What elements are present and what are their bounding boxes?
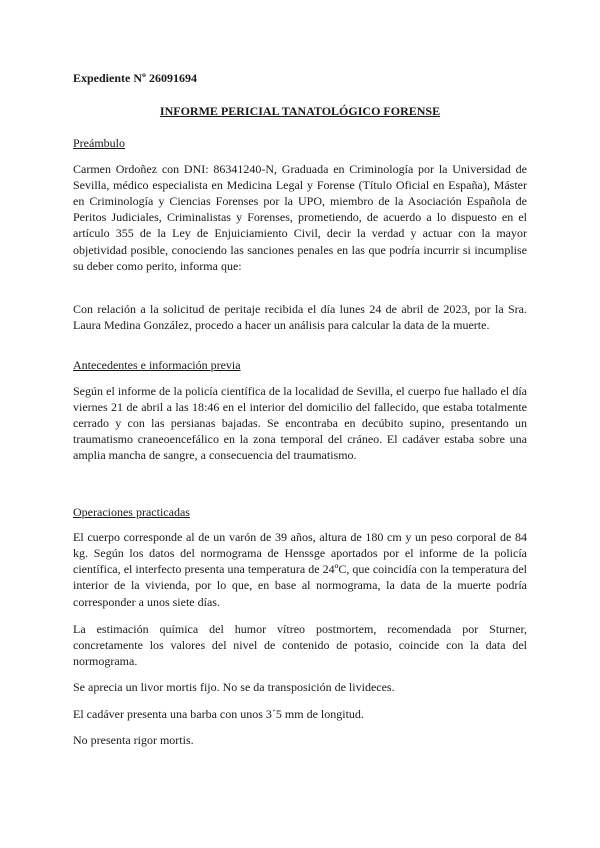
section-heading-preambulo: Preámbulo: [73, 136, 125, 151]
document-page: [73, 70, 527, 748]
report-title: INFORME PERICIAL TANATOLÓGICO FORENSE: [159, 104, 441, 119]
operaciones-paragraph-2: La estimación química del humor vítreo postmortem, recomendada por Sturner, concretamente los valores del nivel de contenido de potasio, coincide con la data del normograma.: [73, 621, 527, 669]
operaciones-paragraph-5: No presenta rigor mortis.: [73, 732, 194, 747]
operaciones-paragraph-3: Se aprecia un livor mortis fijo. No se da transposición de livideces.: [73, 680, 395, 695]
antecedentes-paragraph-1: Según el informe de la policía científica de la localidad de Sevilla, el cuerpo fue hallado el día viernes 21 de abril a las 18:46 en el interior del domicilio del fallecido, que estaba totalmente cerrado y con las persianas bajadas. Se encontraba en decúbito supino, presentando un traumatismo craneoencefálico en la zona temporal del cráneo. El cadáver estaba sobre una amplia mancha de sangre, a consecuencia del traumatismo.: [73, 383, 527, 463]
section-heading-operaciones: Operaciones practicadas: [73, 504, 190, 519]
preambulo-paragraph-1: Carmen Ordoñez con DNI: 86341240-N, Graduada en Criminología por la Universidad de Sevilla, médico especialista en Medicina Legal y Forense (Título Oficial en España), Máster en Criminología y Ciencias Forenses por la UPO, miembro de la Asociación Española de Peritos Judiciales, Criminalistas y Forenses, prometiendo, de acuerdo a lo dispuesto en el artículo 355 de la Ley de Enjuiciamiento Civil, decir la verdad y actuar con la mayor objetividad posible, conociendo las sanciones penales en las que podría incurrir si incumplise su deber como perito, informa que:: [73, 161, 527, 273]
expediente-number: Expediente Nº 26091694: [73, 71, 197, 85]
operaciones-paragraph-4: El cadáver presenta una barba con unos 3´5 mm de longitud.: [73, 706, 364, 721]
operaciones-paragraph-1: El cuerpo corresponde al de un varón de 39 años, altura de 180 cm y un peso corporal de 84 kg. Según los datos del normograma de Henssge aportados por el informe de la policía científica, el interfecto presenta una temperatura de 24ºC, que coincidía con la temperatura del interior de la vivienda, por lo que, en base al normograma, la data de la muerte podría corresponder a unos siete días.: [73, 529, 527, 609]
section-heading-antecedentes: Antecedentes e información previa: [73, 358, 241, 373]
preambulo-paragraph-2: Con relación a la solicitud de peritaje recibida el día lunes 24 de abril de 2023, por la Sra. Laura Medina González, procedo a hacer un análisis para calcular la data de la muerte.: [73, 302, 527, 333]
